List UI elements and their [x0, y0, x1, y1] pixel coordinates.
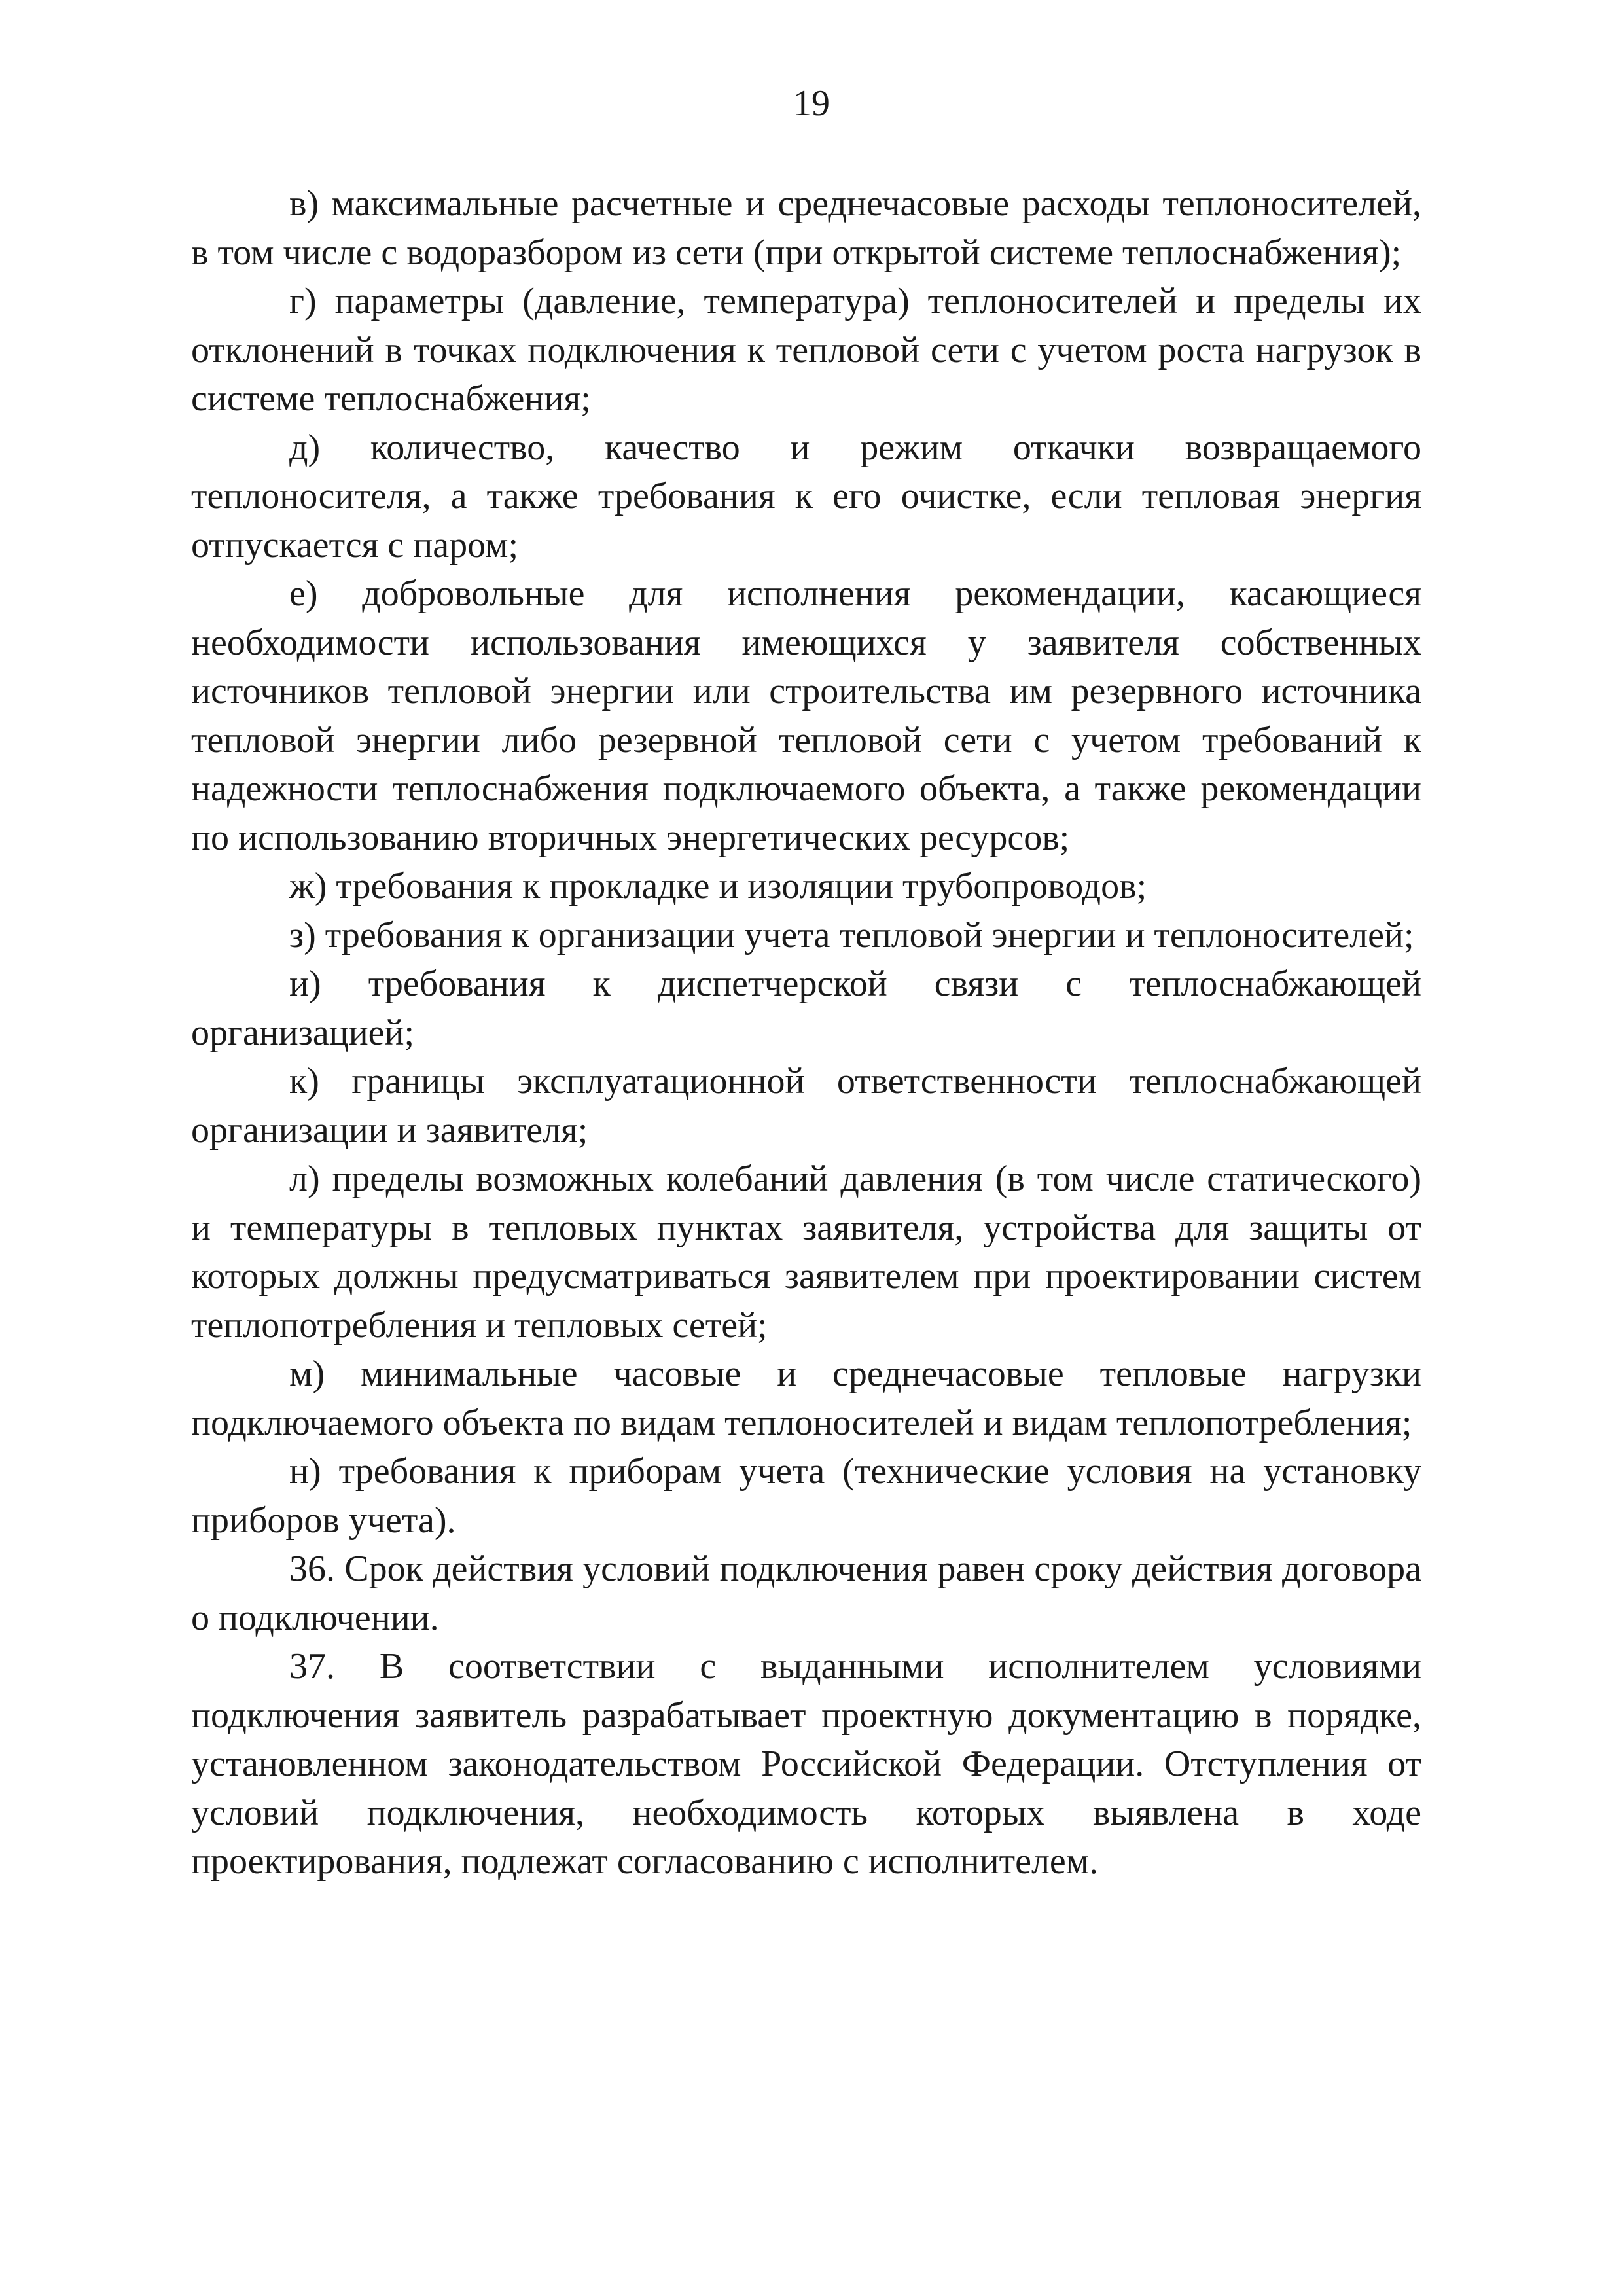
paragraph-item-e: е) добровольные для исполнения рекомендации, касающиеся необходимости использования имеющихся у заявителя собственных источников тепловой энергии или строительства им резервного источника тепловой энергии либо резервной тепловой сети с учетом требований к надежности теплоснабжения подключаемого объекта, а также рекомендации по использованию вторичных энергетических ресурсов;	[191, 573, 1421, 858]
paragraph-item-i: и) требования к диспетчерской связи с теплоснабжающей организацией;	[191, 963, 1421, 1053]
paragraph-item-z: з) требования к организации учета тепловой энергии и теплоносителей;	[289, 914, 1414, 956]
document-body	[191, 179, 1421, 1886]
paragraph-clause-37: 37. В соответствии с выданными исполнителем условиями подключения заявитель разрабатывает проектную документацию в порядке, установленном законодательством Российской Федерации. Отступления от условий подключения, необходимость которых выявлена в ходе проектирования, подлежат согласованию с исполнителем.	[191, 1646, 1421, 1882]
paragraph-item-zh: ж) требования к прокладке и изоляции трубопроводов;	[289, 866, 1147, 906]
paragraph-item-l: л) пределы возможных колебаний давления (в том числе статического) и температуры в тепловых пунктах заявителя, устройства для защиты от которых должны предусматриваться заявителем при проектировании систем теплопотребления и тепловых сетей;	[191, 1158, 1421, 1346]
paragraph-item-m: м) минимальные часовые и среднечасовые тепловые нагрузки подключаемого объекта по видам теплоносителей и видам теплопотребления;	[191, 1354, 1421, 1443]
paragraph-item-d: д) количество, качество и режим откачки возвращаемого теплоносителя, а также требования к его очистке, если тепловая энергия отпускается с паром;	[191, 427, 1421, 565]
paragraph-clause-36: 36. Срок действия условий подключения равен сроку действия договора о подключении.	[191, 1549, 1421, 1638]
page-number: 19	[793, 83, 830, 124]
paragraph-item-k: к) границы эксплуатационной ответственности теплоснабжающей организации и заявителя;	[191, 1061, 1421, 1151]
paragraph-item-g: г) параметры (давление, температура) теплоносителей и пределы их отклонений в точках подключения к тепловой сети с учетом роста нагрузок в системе теплоснабжения;	[191, 281, 1421, 419]
paragraph-item-v: в) максимальные расчетные и среднечасовые расходы теплоносителей, в том числе с водоразбором из сети (при открытой системе теплоснабжения);	[191, 183, 1421, 273]
paragraph-item-n: н) требования к приборам учета (технические условия на установку приборов учета).	[191, 1451, 1421, 1541]
